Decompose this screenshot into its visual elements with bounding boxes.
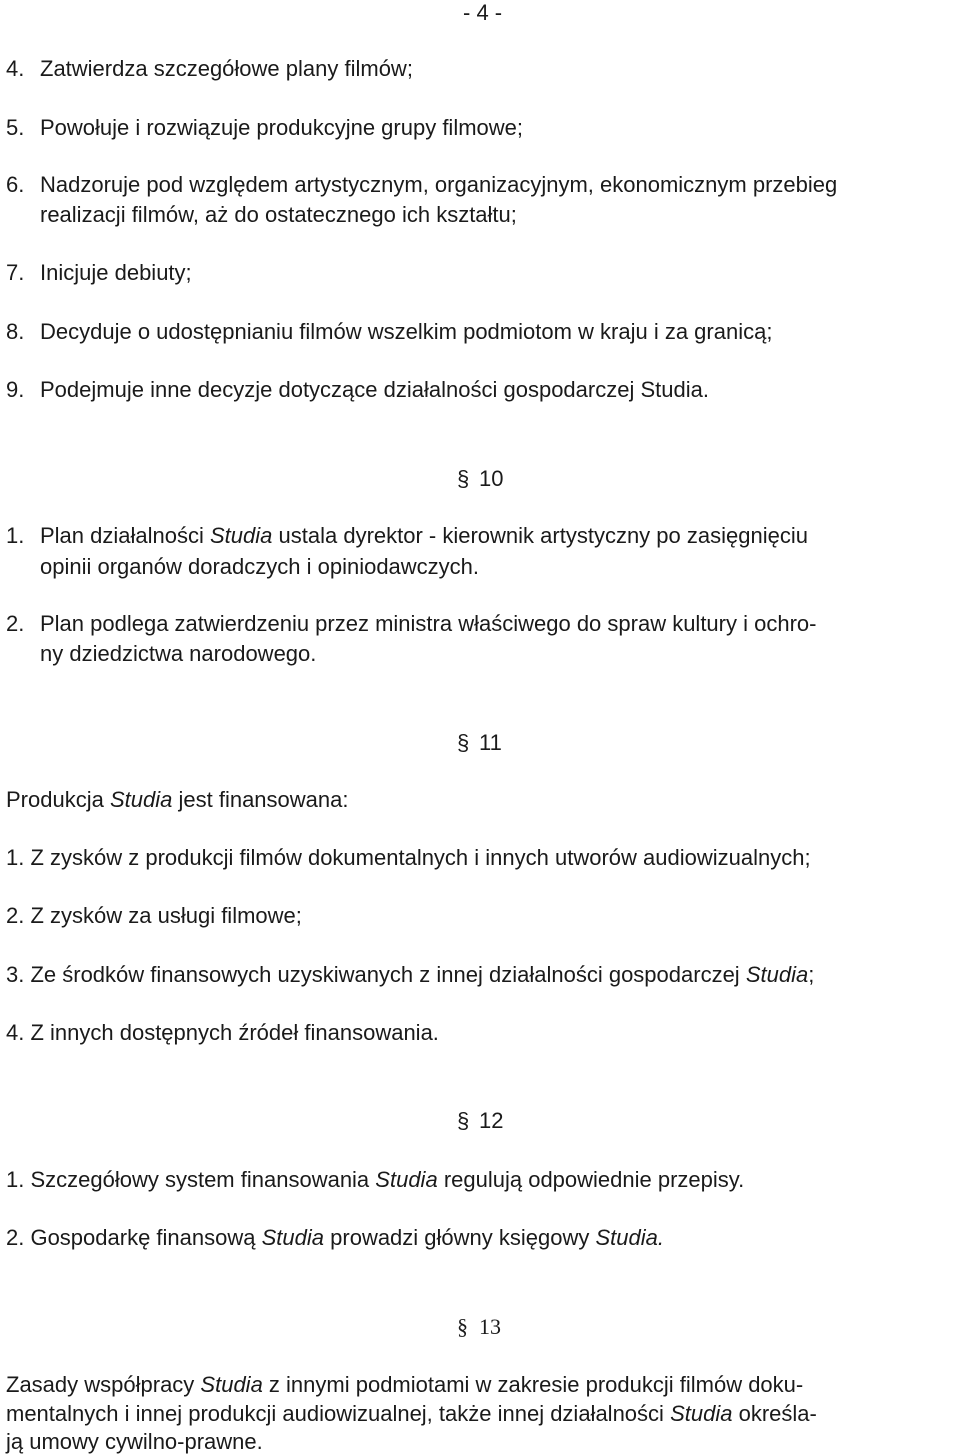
section-sign: § [457,466,470,491]
section-heading-13 [457,1313,501,1341]
section-sign: § [457,1108,470,1133]
list-item-text: Plan działalności [40,523,204,548]
section-intro [6,786,348,814]
section-sign: § [457,1314,468,1339]
list-item-number: 7. [6,260,25,285]
section-number: 10 [479,466,504,491]
paragraph-text: Zasady współpracy [6,1372,201,1397]
studia-term: Studia. [595,1225,664,1250]
intro-text: Produkcja [6,787,104,812]
list-item-continuation: realizacji filmów, aż do ostatecznego ich kształtu; [40,202,517,227]
section-number: 13 [479,1314,501,1339]
list-item-continuation: ny dziedzictwa narodowego. [40,641,317,666]
paragraph-line [6,1371,803,1399]
list-item-number: 1. [6,523,25,548]
paragraph-line: ją umowy cywilno-prawne. [6,1429,263,1454]
list-item [6,376,709,404]
list-item [6,522,808,550]
list-item [6,171,837,199]
paragraph-text: z innymi podmiotami w zakresie produkcji filmów doku- [262,1372,804,1397]
paragraph-line [6,1400,817,1428]
studia-term: Studia [200,1372,263,1397]
page-number: - 4 - [463,0,503,25]
list-item-text: 2. Gospodarkę finansową [6,1225,256,1250]
list-item-text: ; [808,962,815,987]
list-item-text: prowadzi główny księgowy [330,1225,590,1250]
list-item-number: 9. [6,377,25,402]
list-item-number: 2. [6,611,25,636]
list-item [6,1224,664,1252]
list-item [6,610,816,638]
studia-term: Studia [109,787,173,812]
list-item-text: 3. Ze środków finansowych uzyskiwanych z innej działalności gospodarczej [6,962,740,987]
list-item-text: Plan podlega zatwierdzeniu przez ministra właściwego do spraw kultury i ochro- [40,611,817,636]
studia-term: Studia [745,962,809,987]
list-item-text: Nadzoruje pod względem artystycznym, organizacyjnym, ekonomicznym przebieg [40,172,838,197]
list-item-number: 8. [6,319,25,344]
studia-term: Studia [375,1167,438,1192]
list-item: 1. Z zysków z produkcji filmów dokumentalnych i innych utworów audiowizualnych; [6,845,811,870]
list-item-number: 6. [6,172,25,197]
section-heading-10 [457,465,503,493]
list-item [6,961,814,989]
section-heading-11 [457,729,502,757]
paragraph-text: określa- [738,1401,817,1426]
section-sign: § [457,730,470,755]
list-item [6,114,523,142]
list-item: 2. Z zysków za usługi filmowe; [6,903,302,928]
list-item-text: Powołuje i rozwiązuje produkcyjne grupy filmowe; [40,115,524,140]
list-item-text: Podejmuje inne decyzje dotyczące działalności gospodarczej Studia. [40,377,709,402]
list-item-number: 4. [6,56,25,81]
list-item-text: regulują odpowiednie przepisy. [443,1167,745,1192]
section-number: 11 [479,730,502,755]
paragraph-text: mentalnych i innej produkcji audiowizualnej, także innej działalności [6,1401,664,1426]
list-item [6,1166,744,1194]
list-item-text: Zatwierdza szczegółowe plany filmów; [40,56,413,81]
list-item [6,259,192,287]
section-heading-12 [457,1107,503,1135]
list-item [6,55,413,83]
intro-text: jest finansowana: [178,787,349,812]
studia-term: Studia [670,1401,733,1426]
list-item-text: Decyduje o udostępnianiu filmów wszelkim podmiotom w kraju i za granicą; [40,319,773,344]
list-item: 4. Z innych dostępnych źródeł finansowania. [6,1020,439,1045]
list-item [6,318,772,346]
section-number: 12 [479,1108,504,1133]
list-item-text: ustala dyrektor - kierownik artystyczny po zasięgnięciu [278,523,808,548]
list-item-text: 1. Szczegółowy system finansowania [6,1167,370,1192]
studia-term: Studia [261,1225,325,1250]
studia-term: Studia [210,523,273,548]
list-item-number: 5. [6,115,25,140]
list-item-text: Inicjuje debiuty; [40,260,192,285]
list-item-continuation: opinii organów doradczych i opiniodawczych. [40,554,480,579]
